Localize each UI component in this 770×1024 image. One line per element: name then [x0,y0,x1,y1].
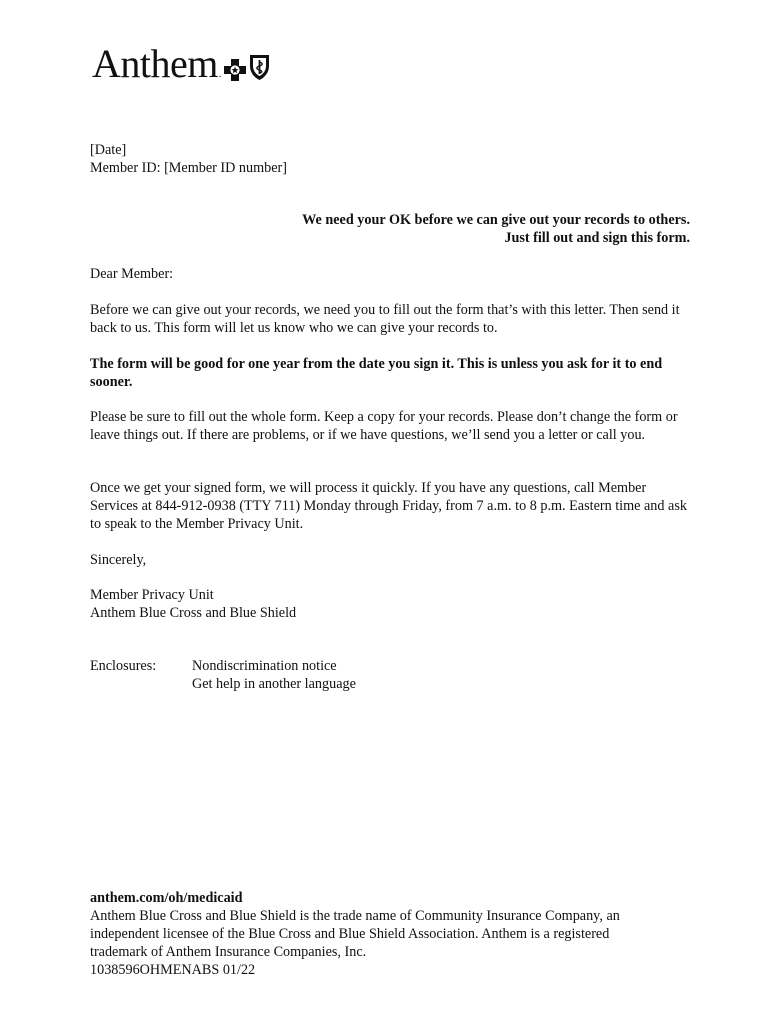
paragraph-4-text: Once we get your signed form, we will process it quickly. If you have any questions, call Member Services at 844-912-0938 (TTY 711) Monday through Friday, from 7 a.m. to 8 p.m. Eastern time and ask to speak to the Member Privacy Unit. [90,480,687,532]
date-placeholder: [Date] [90,142,127,158]
letter-header [90,141,690,177]
headline-line-1: We need your OK before we can give out your records to others. [302,212,690,228]
footer-line-2: independent licensee of the Blue Cross and Blue Shield Association. Anthem is a registered [90,926,610,942]
salutation [90,265,690,283]
blue-cross-icon [224,59,246,81]
logo-marks [224,54,270,81]
enclosures [90,657,356,693]
salutation-text: Dear Member: [90,266,174,282]
paragraph-4 [90,479,688,533]
closing-text: Sincerely, [90,552,147,568]
footer-code: 1038596OHMENABS 01/22 [90,962,256,978]
paragraph-3-text: Please be sure to fill out the whole form. Keep a copy for your records. Please don’t change the form or leave things out. If there are problems, or if we have questions, we’ll send you a letter or call you. [90,409,678,443]
enclosures-list [192,657,356,693]
paragraph-2 [90,355,688,391]
headline-line-2: Just fill out and sign this form. [504,230,690,246]
paragraph-2-text: The form will be good for one year from the date you sign it. This is unless you ask for it to end sooner. [90,356,663,390]
footer-line-3: trademark of Anthem Insurance Companies, Inc. [90,944,367,960]
enclosure-item: Nondiscrimination notice [192,658,337,674]
footer-line-1: Anthem Blue Cross and Blue Shield is the trade name of Community Insurance Company, an [90,908,620,924]
footer-url: anthem.com/oh/medicaid [90,890,243,906]
member-id-line: Member ID: [Member ID number] [90,160,287,176]
paragraph-1 [90,301,688,337]
logo-trademark-dot: . [218,69,222,80]
letter-footer [90,889,690,979]
blue-shield-icon [249,54,270,81]
signature-line-2: Anthem Blue Cross and Blue Shield [90,605,297,621]
anthem-logo [92,41,270,86]
enclosure-item: Get help in another language [192,676,356,692]
signature-block [90,586,690,622]
paragraph-1-text: Before we can give out your records, we need you to fill out the form that’s with this letter. Then send it back to us. This form will let us know who we can give your records to. [90,302,680,336]
signature-line-1: Member Privacy Unit [90,587,214,603]
letter-headline [90,211,690,247]
closing [90,551,690,569]
enclosures-label: Enclosures: [90,658,157,674]
logo-wordmark: Anthem [92,41,218,86]
paragraph-3 [90,408,688,444]
